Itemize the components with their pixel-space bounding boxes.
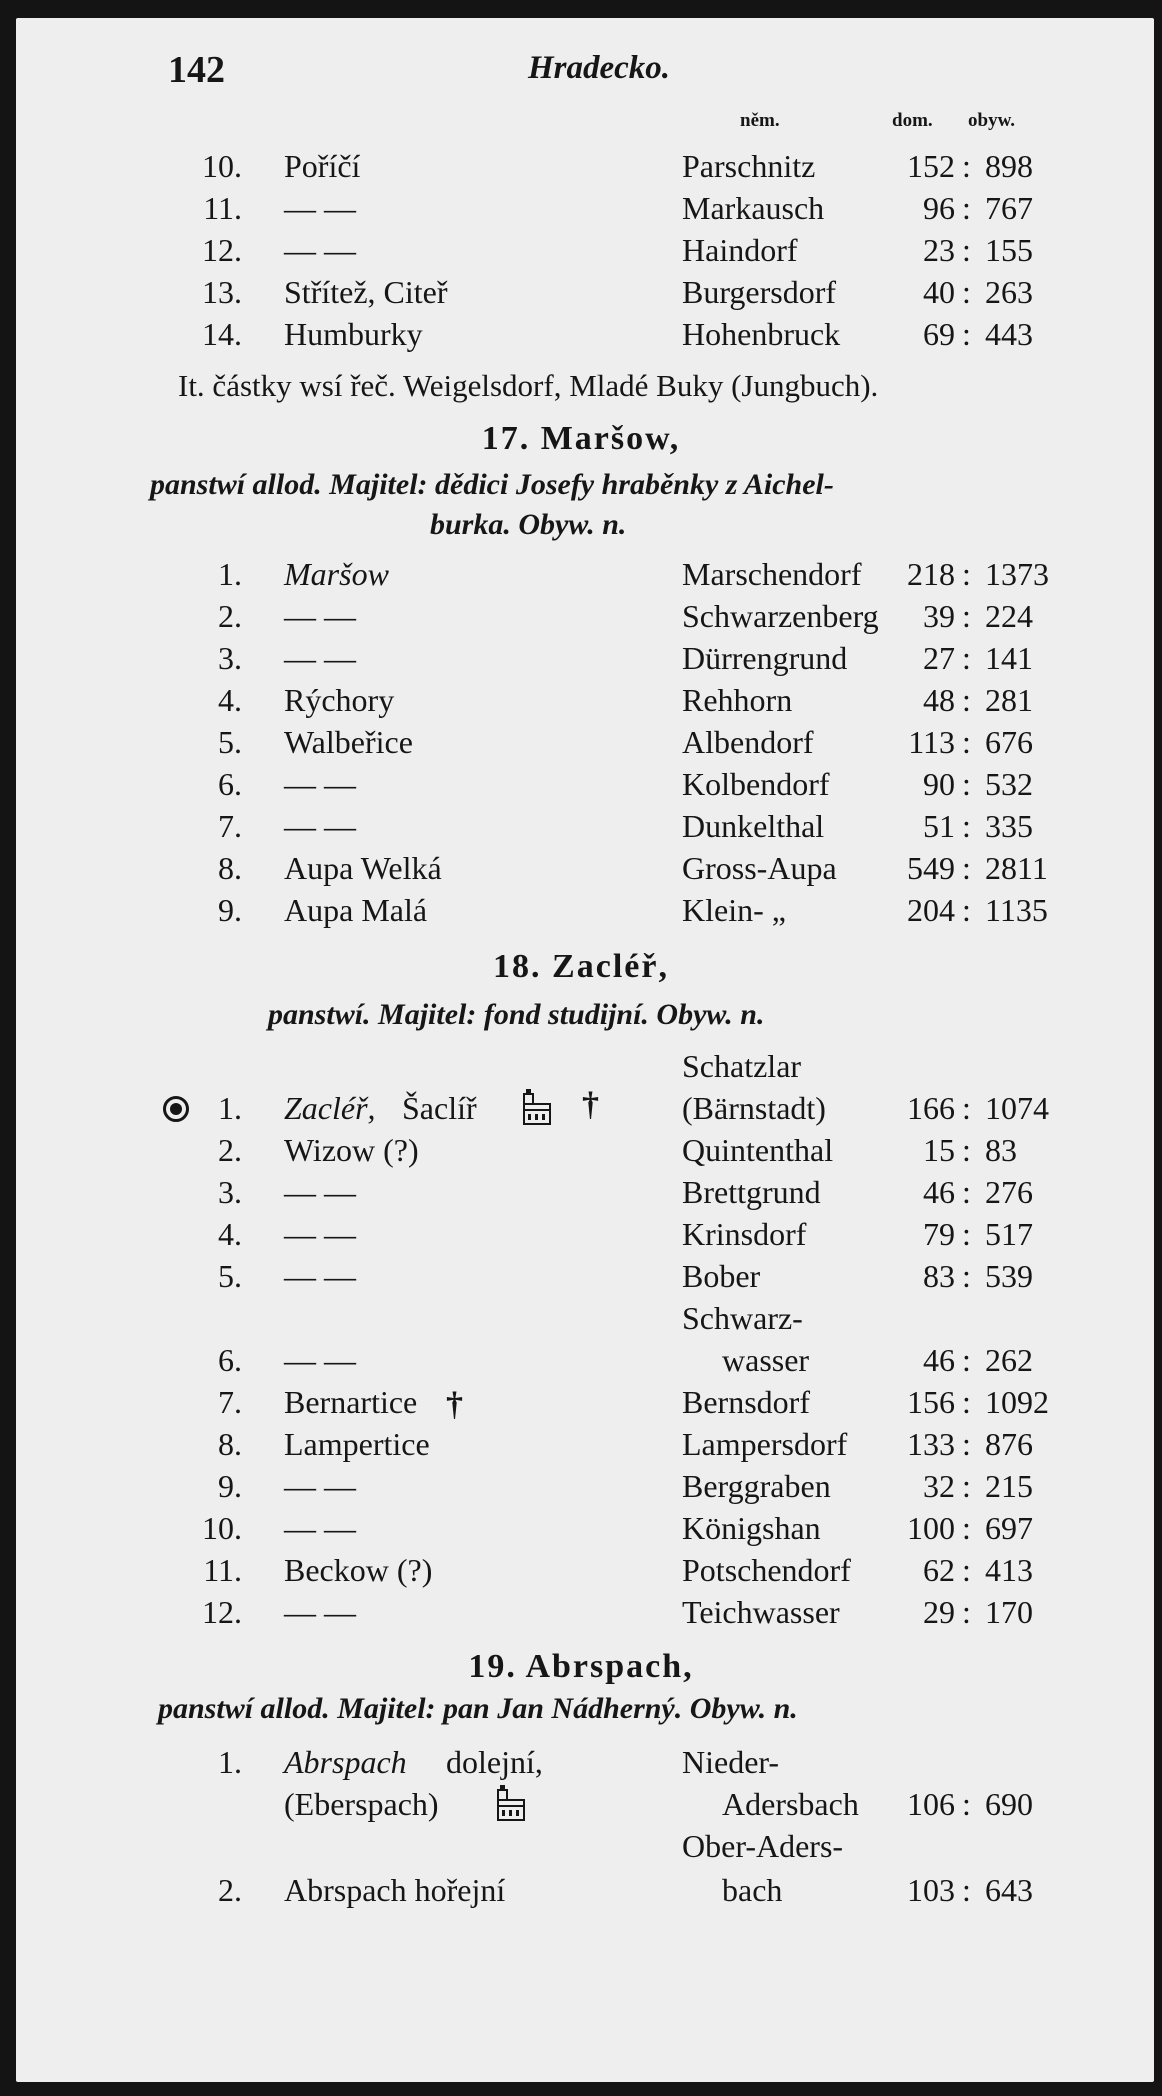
- czech-name: Aupa Malá: [284, 892, 428, 928]
- row-number: 1.: [218, 1744, 242, 1780]
- czech-name-suffix: dolejní,: [446, 1744, 543, 1780]
- section-heading: 17. Maršow,: [481, 420, 681, 457]
- german-name: (Bärnstadt): [682, 1090, 826, 1126]
- german-name: Krinsdorf: [682, 1216, 807, 1252]
- houses-count: 133: [907, 1426, 955, 1462]
- houses-count: 62: [923, 1552, 955, 1588]
- row-number: 3.: [218, 1174, 242, 1210]
- houses-count: 549: [907, 850, 955, 886]
- separator: :: [962, 1786, 971, 1822]
- inhabitants-count: 767: [985, 190, 1033, 226]
- czech-name: (Eberspach): [284, 1786, 439, 1822]
- german-name: Teichwasser: [682, 1594, 840, 1630]
- german-name: Rehhorn: [682, 682, 793, 718]
- table-row-continuation: [0, 1300, 1162, 1340]
- table-row: [0, 808, 1162, 848]
- inhabitants-count: 643: [985, 1872, 1033, 1908]
- german-name: Dürrengrund: [682, 640, 848, 676]
- houses-count: 156: [907, 1384, 955, 1420]
- table-row: [0, 1090, 1162, 1130]
- houses-count: 46: [923, 1174, 955, 1210]
- houses-count: 40: [923, 274, 955, 310]
- czech-name: Abrspach hořejní: [284, 1872, 506, 1908]
- page-number: 142: [168, 49, 225, 91]
- german-name: Bernsdorf: [682, 1384, 810, 1420]
- czech-name: — —: [284, 1594, 356, 1630]
- czech-name: Abrspach: [284, 1744, 407, 1780]
- inhabitants-count: 262: [985, 1342, 1033, 1378]
- table-row-continuation: [0, 1828, 1162, 1868]
- houses-count: 23: [923, 232, 955, 268]
- separator: :: [962, 274, 971, 310]
- table-row: [0, 556, 1162, 596]
- row-number: 11.: [203, 1552, 242, 1588]
- czech-name: Maršow: [284, 556, 389, 592]
- row-number: 9.: [218, 892, 242, 928]
- separator: :: [962, 1258, 971, 1294]
- row-number: 13.: [202, 274, 242, 310]
- german-name: Potschendorf: [682, 1552, 851, 1588]
- column-header-dom: dom.: [892, 110, 933, 131]
- table-row: [0, 1552, 1162, 1592]
- german-name: Lampersdorf: [682, 1426, 848, 1462]
- row-number: 14.: [202, 316, 242, 352]
- german-name: Brettgrund: [682, 1174, 821, 1210]
- inhabitants-count: 898: [985, 148, 1033, 184]
- czech-name: Beckow (?): [284, 1552, 433, 1588]
- separator: :: [962, 316, 971, 352]
- cross-icon: †: [582, 1086, 599, 1123]
- czech-name: — —: [284, 1216, 356, 1252]
- inhabitants-count: 517: [985, 1216, 1033, 1252]
- czech-name: — —: [284, 1510, 356, 1546]
- german-name: wasser: [722, 1342, 810, 1378]
- inhabitants-count: 1373: [985, 556, 1049, 592]
- separator: :: [962, 850, 971, 886]
- separator: :: [962, 766, 971, 802]
- czech-name-alt: Šaclíř: [402, 1090, 477, 1126]
- czech-name: — —: [284, 1258, 356, 1294]
- column-header-nem: něm.: [740, 110, 780, 131]
- table-row: [0, 892, 1162, 932]
- row-number: 8.: [218, 1426, 242, 1462]
- castle-icon: [522, 1088, 552, 1128]
- table-row: [0, 232, 1162, 272]
- german-name: Markausch: [682, 190, 825, 226]
- german-name: Ober-Aders-: [682, 1828, 844, 1864]
- table-row: [0, 682, 1162, 722]
- czech-name: — —: [284, 598, 356, 634]
- czech-name: Lampertice: [284, 1426, 430, 1462]
- inhabitants-count: 539: [985, 1258, 1033, 1294]
- houses-count: 29: [923, 1594, 955, 1630]
- inhabitants-count: 215: [985, 1468, 1033, 1504]
- table-row: [0, 1342, 1162, 1382]
- section-heading: 19. Abrspach,: [468, 1648, 694, 1685]
- german-name: Bober: [682, 1258, 761, 1294]
- cross-icon: †: [446, 1386, 463, 1423]
- czech-name: Aupa Welká: [284, 850, 442, 886]
- czech-name: Rýchory: [284, 682, 395, 718]
- table-row: [0, 850, 1162, 890]
- inhabitants-count: 155: [985, 232, 1033, 268]
- german-name: Gross-Aupa: [682, 850, 837, 886]
- running-head: [168, 48, 1028, 98]
- separator: :: [962, 1090, 971, 1126]
- table-row: [0, 316, 1162, 356]
- czech-name: Humburky: [284, 316, 423, 352]
- czech-name: Walbeřice: [284, 724, 413, 760]
- separator: :: [962, 640, 971, 676]
- czech-name: Bernartice: [284, 1384, 418, 1420]
- separator: :: [962, 556, 971, 592]
- german-name: Albendorf: [682, 724, 814, 760]
- section-description: panstwí allod. Majitel: dědici Josefy hraběnky z Aichel-: [150, 468, 834, 501]
- houses-count: 100: [907, 1510, 955, 1546]
- german-name: Nieder-: [682, 1744, 780, 1780]
- row-number: 9.: [218, 1468, 242, 1504]
- czech-name: — —: [284, 232, 356, 268]
- table-row: [0, 1872, 1162, 1912]
- section-description: panstwí allod. Majitel: pan Jan Nádherný. Obyw. n.: [158, 1692, 798, 1725]
- row-number: 10.: [202, 148, 242, 184]
- houses-count: 79: [923, 1216, 955, 1252]
- section-heading: 18. Zacléř,: [493, 948, 669, 985]
- houses-count: 103: [907, 1872, 955, 1908]
- row-number: 12.: [202, 1594, 242, 1630]
- inhabitants-count: 1074: [985, 1090, 1049, 1126]
- separator: :: [962, 1468, 971, 1504]
- german-name: Hohenbruck: [682, 316, 841, 352]
- inhabitants-count: 281: [985, 682, 1033, 718]
- row-number: 6.: [218, 766, 242, 802]
- houses-count: 90: [923, 766, 955, 802]
- german-name: bach: [722, 1872, 783, 1908]
- row-number: 3.: [218, 640, 242, 676]
- houses-count: 218: [907, 556, 955, 592]
- table-row: [0, 1744, 1162, 1784]
- czech-name: — —: [284, 1342, 356, 1378]
- section-description: panstwí. Majitel: fond studijní. Obyw. n.: [268, 998, 765, 1031]
- german-name: Berggraben: [682, 1468, 831, 1504]
- houses-count: 15: [923, 1132, 955, 1168]
- inhabitants-count: 532: [985, 766, 1033, 802]
- row-number: 4.: [218, 1216, 242, 1252]
- houses-count: 39: [923, 598, 955, 634]
- separator: :: [962, 1872, 971, 1908]
- inhabitants-count: 141: [985, 640, 1033, 676]
- inhabitants-count: 263: [985, 274, 1033, 310]
- table-row: [0, 274, 1162, 314]
- houses-count: 48: [923, 682, 955, 718]
- table-row: [0, 1174, 1162, 1214]
- german-name: Schatzlar: [682, 1048, 802, 1084]
- separator: :: [962, 682, 971, 718]
- table-row: [0, 1426, 1162, 1466]
- inhabitants-count: 335: [985, 808, 1033, 844]
- row-number: 12.: [202, 232, 242, 268]
- row-number: 7.: [218, 1384, 242, 1420]
- houses-count: 46: [923, 1342, 955, 1378]
- czech-name: — —: [284, 1174, 356, 1210]
- separator: :: [962, 1426, 971, 1462]
- table-row: [0, 766, 1162, 806]
- german-name: Klein- „: [682, 892, 786, 928]
- inhabitants-count: 697: [985, 1510, 1033, 1546]
- german-name: Parschnitz: [682, 148, 816, 184]
- row-number: 8.: [218, 850, 242, 886]
- separator: :: [962, 598, 971, 634]
- separator: :: [962, 1216, 971, 1252]
- houses-count: 69: [923, 316, 955, 352]
- table-row: [0, 1468, 1162, 1508]
- separator: :: [962, 1510, 971, 1546]
- section-note: It. částky wsí řeč. Weigelsdorf, Mladé Buky (Jungbuch).: [178, 368, 879, 403]
- czech-name: — —: [284, 766, 356, 802]
- separator: :: [962, 1174, 971, 1210]
- row-number: 1.: [218, 1090, 242, 1126]
- german-name: Schwarzenberg: [682, 598, 879, 634]
- row-number: 10.: [202, 1510, 242, 1546]
- table-row: [0, 640, 1162, 680]
- table-row-continuation: [0, 1048, 1162, 1088]
- row-number: 2.: [218, 1872, 242, 1908]
- inhabitants-count: 1135: [985, 892, 1048, 928]
- houses-count: 51: [923, 808, 955, 844]
- german-name: Dunkelthal: [682, 808, 825, 844]
- german-name: Kolbendorf: [682, 766, 830, 802]
- separator: :: [962, 190, 971, 226]
- separator: :: [962, 1384, 971, 1420]
- row-number: 4.: [218, 682, 242, 718]
- separator: :: [962, 1342, 971, 1378]
- inhabitants-count: 413: [985, 1552, 1033, 1588]
- inhabitants-count: 170: [985, 1594, 1033, 1630]
- separator: :: [962, 1552, 971, 1588]
- table-row: [0, 1384, 1162, 1424]
- separator: :: [962, 1594, 971, 1630]
- inhabitants-count: 1092: [985, 1384, 1049, 1420]
- table-row: [0, 598, 1162, 638]
- czech-name: Wizow (?): [284, 1132, 419, 1168]
- german-name: Königshan: [682, 1510, 821, 1546]
- german-name: Schwarz-: [682, 1300, 803, 1336]
- inhabitants-count: 876: [985, 1426, 1033, 1462]
- czech-name: — —: [284, 640, 356, 676]
- castle-icon: [496, 1784, 526, 1824]
- table-row: [0, 724, 1162, 764]
- separator: :: [962, 148, 971, 184]
- houses-count: 83: [923, 1258, 955, 1294]
- inhabitants-count: 276: [985, 1174, 1033, 1210]
- inhabitants-count: 690: [985, 1786, 1033, 1822]
- czech-name: — —: [284, 190, 356, 226]
- table-row: [0, 148, 1162, 188]
- separator: :: [962, 1132, 971, 1168]
- table-row: [0, 1510, 1162, 1550]
- houses-count: 27: [923, 640, 955, 676]
- separator: :: [962, 808, 971, 844]
- houses-count: 113: [908, 724, 955, 760]
- row-number: 5.: [218, 1258, 242, 1294]
- czech-name: Zacléř,: [284, 1090, 376, 1126]
- czech-name: — —: [284, 1468, 356, 1504]
- inhabitants-count: 224: [985, 598, 1033, 634]
- row-number: 2.: [218, 1132, 242, 1168]
- inhabitants-count: 83: [985, 1132, 1017, 1168]
- inhabitants-count: 676: [985, 724, 1033, 760]
- german-name: Burgersdorf: [682, 274, 837, 310]
- inhabitants-count: 443: [985, 316, 1033, 352]
- houses-count: 166: [907, 1090, 955, 1126]
- inhabitants-count: 2811: [985, 850, 1048, 886]
- houses-count: 106: [907, 1786, 955, 1822]
- section-description: burka. Obyw. n.: [430, 508, 627, 541]
- czech-name: Střítež, Citeř: [284, 274, 448, 310]
- table-row: [0, 1216, 1162, 1256]
- column-header-obyv: obyw.: [968, 110, 1015, 131]
- table-row: [0, 190, 1162, 230]
- table-row: [0, 1132, 1162, 1172]
- table-row: [0, 1594, 1162, 1634]
- row-number: 5.: [218, 724, 242, 760]
- separator: :: [962, 232, 971, 268]
- row-number: 7.: [218, 808, 242, 844]
- german-name: Haindorf: [682, 232, 798, 268]
- table-row: [0, 1786, 1162, 1826]
- czech-name: — —: [284, 808, 356, 844]
- houses-count: 152: [907, 148, 955, 184]
- row-number: 2.: [218, 598, 242, 634]
- german-name: Marschendorf: [682, 556, 862, 592]
- separator: :: [962, 724, 971, 760]
- houses-count: 32: [923, 1468, 955, 1504]
- table-row: [0, 1258, 1162, 1298]
- houses-count: 204: [907, 892, 955, 928]
- separator: :: [962, 892, 971, 928]
- row-number: 11.: [203, 190, 242, 226]
- row-number: 1.: [218, 556, 242, 592]
- czech-name: Poříčí: [284, 148, 361, 184]
- german-name: Quintenthal: [682, 1132, 834, 1168]
- running-title: Hradecko.: [528, 50, 671, 86]
- row-number: 6.: [218, 1342, 242, 1378]
- houses-count: 96: [923, 190, 955, 226]
- german-name: Adersbach: [722, 1786, 859, 1822]
